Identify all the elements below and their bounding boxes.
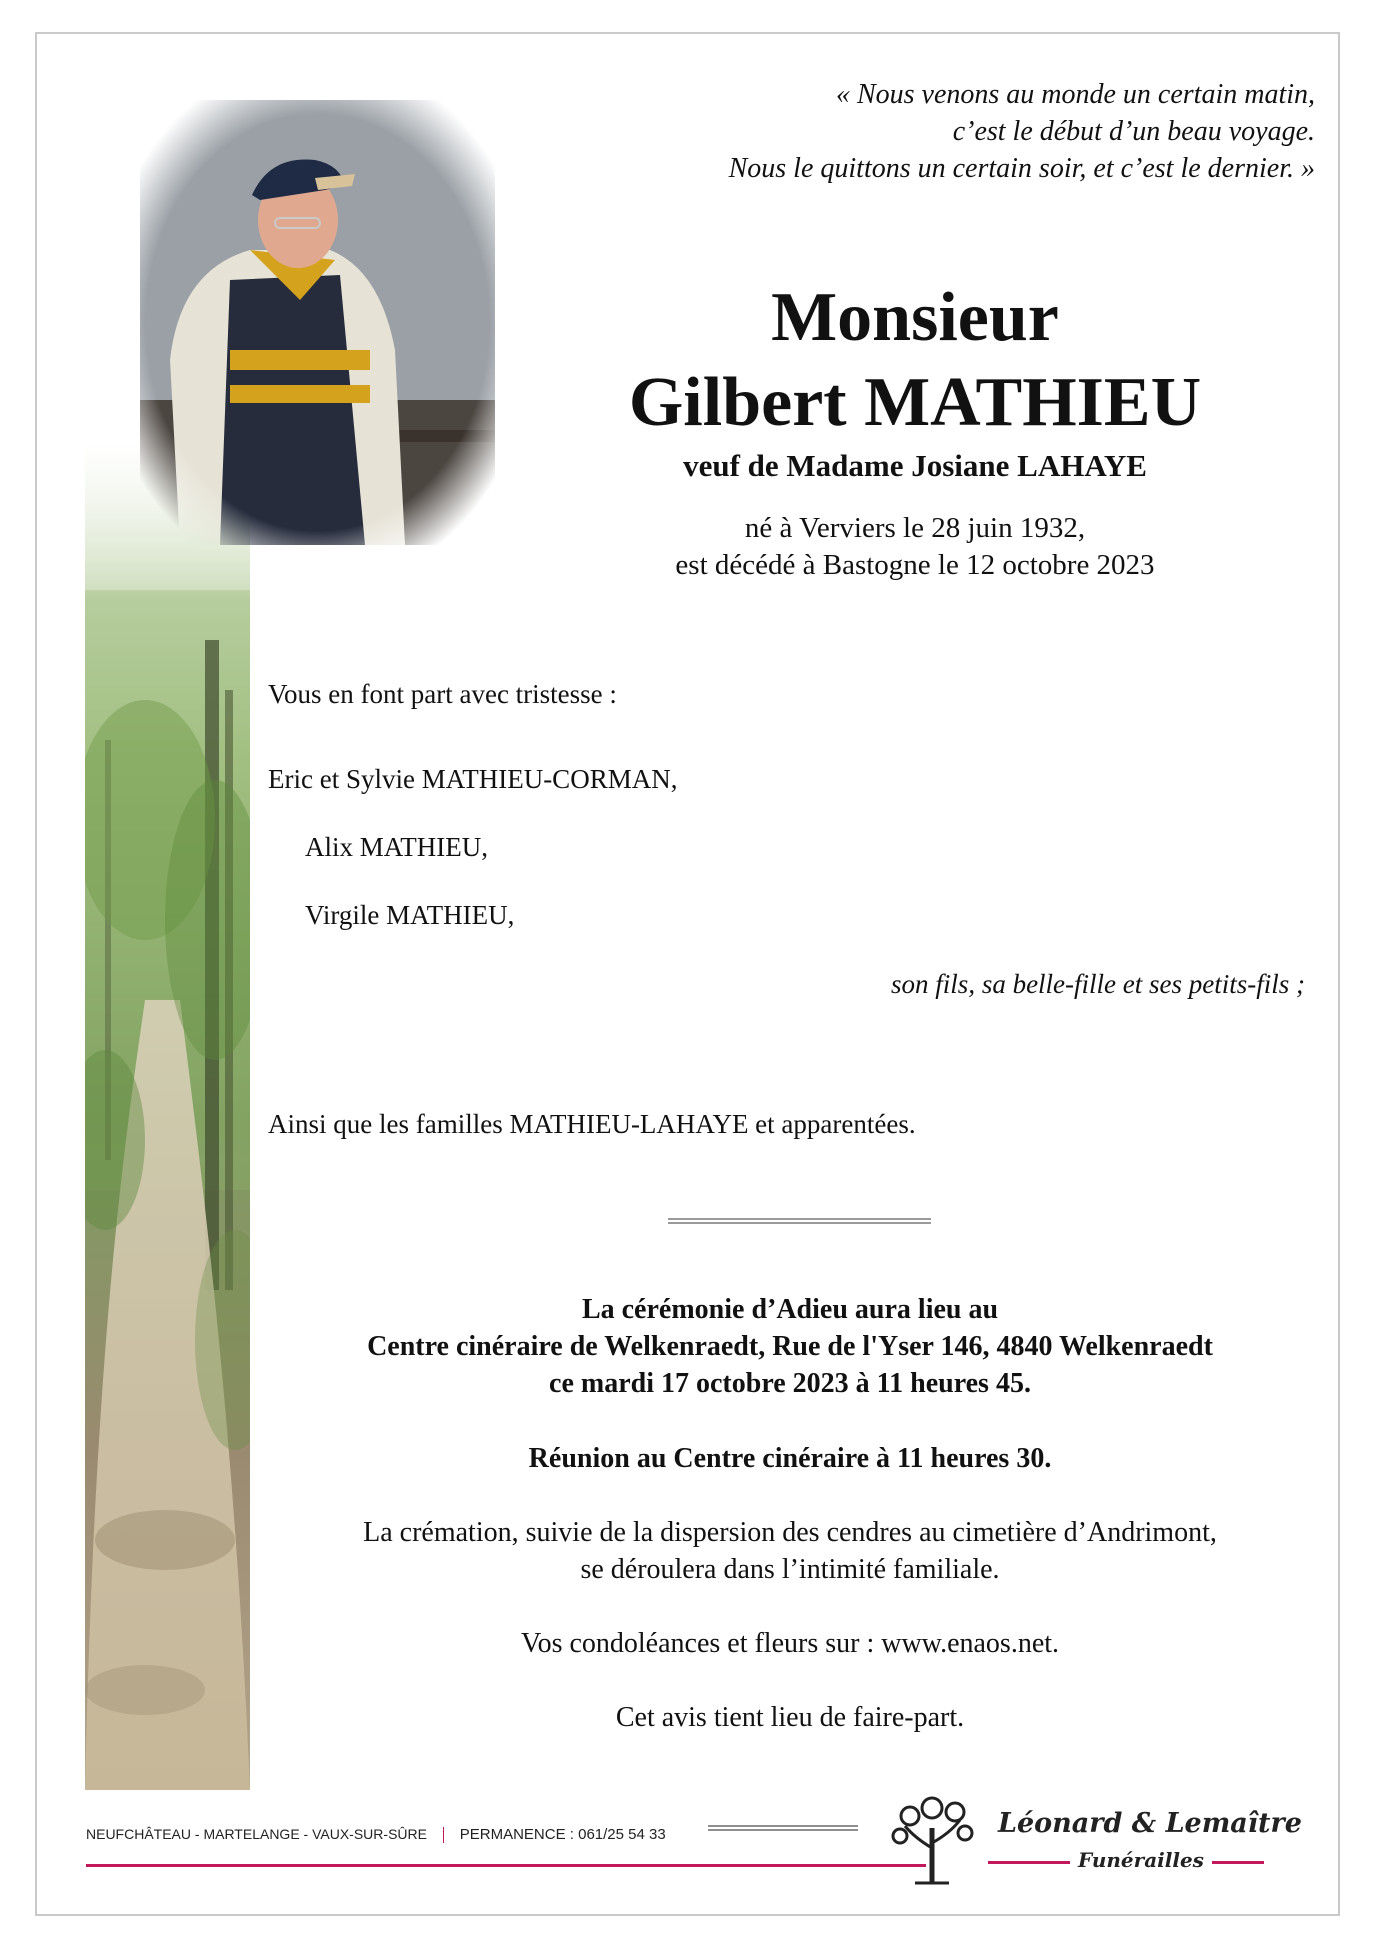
quote-line: c’est le début d’un beau voyage. xyxy=(952,116,1315,147)
family-member: Alix MATHIEU, xyxy=(305,832,488,862)
footer-separator xyxy=(443,1827,444,1843)
family-others: Ainsi que les familles MATHIEU-LAHAYE et apparentées. xyxy=(268,1109,916,1139)
company-subtitle: Funérailles xyxy=(1078,1848,1204,1872)
logo-accent-line xyxy=(1212,1861,1264,1864)
family-member: Virgile MATHIEU, xyxy=(305,900,515,930)
family-intro: Vous en font part avec tristesse : xyxy=(268,679,617,709)
footer-accent-line xyxy=(86,1864,926,1867)
tree-logo-icon xyxy=(885,1788,980,1886)
deceased-title: Monsieur xyxy=(771,279,1059,356)
deceased-portrait-photo xyxy=(140,100,495,545)
family-member: Eric et Sylvie MATHIEU-CORMAN, xyxy=(268,764,678,794)
cremation-info: La crémation, suivie de la dispersion des cendres au cimetière d’Andrimont, xyxy=(363,1517,1217,1548)
footer-divider xyxy=(708,1825,858,1831)
notice-info: Cet avis tient lieu de faire-part. xyxy=(615,1702,965,1733)
footer-locations: NEUFCHÂTEAU - MARTELANGE - VAUX-SUR-SÛRE xyxy=(86,1826,427,1842)
deceased-widow-of: veuf de Madame Josiane LAHAYE xyxy=(683,448,1147,483)
epitaph-quote xyxy=(729,76,1315,187)
cremation-info: se déroulera dans l’intimité familiale. xyxy=(580,1554,1000,1585)
meeting-info: Réunion au Centre cinéraire à 11 heures 30. xyxy=(528,1443,1052,1474)
ceremony-date: ce mardi 17 octobre 2023 à 11 heures 45. xyxy=(549,1368,1031,1399)
footer-permanence: PERMANENCE : 061/25 54 33 xyxy=(459,1826,666,1843)
death-info: est décédé à Bastogne le 12 octobre 2023 xyxy=(675,549,1155,581)
ceremony-location: Centre cinéraire de Welkenraedt, Rue de l'Yser 146, 4840 Welkenraedt xyxy=(367,1331,1213,1362)
quote-line: Nous le quittons un certain soir, et c’est le dernier. » xyxy=(728,153,1315,184)
quote-line: « Nous venons au monde un certain matin, xyxy=(835,79,1315,110)
company-name: Léonard & Lemaître xyxy=(998,1808,1302,1839)
logo-accent-line xyxy=(988,1861,1070,1864)
ceremony-line: La cérémonie d’Adieu aura lieu au xyxy=(581,1294,999,1325)
deceased-name: Gilbert MATHIEU xyxy=(628,364,1202,441)
section-divider xyxy=(668,1218,931,1224)
footer-contact xyxy=(86,1826,666,1843)
condolences-info: Vos condoléances et fleurs sur : www.enaos.net. xyxy=(520,1628,1060,1659)
family-relation: son fils, sa belle-fille et ses petits-fils ; xyxy=(891,969,1305,999)
birth-info: né à Verviers le 28 juin 1932, xyxy=(744,512,1086,544)
forest-path-image xyxy=(85,440,250,1790)
